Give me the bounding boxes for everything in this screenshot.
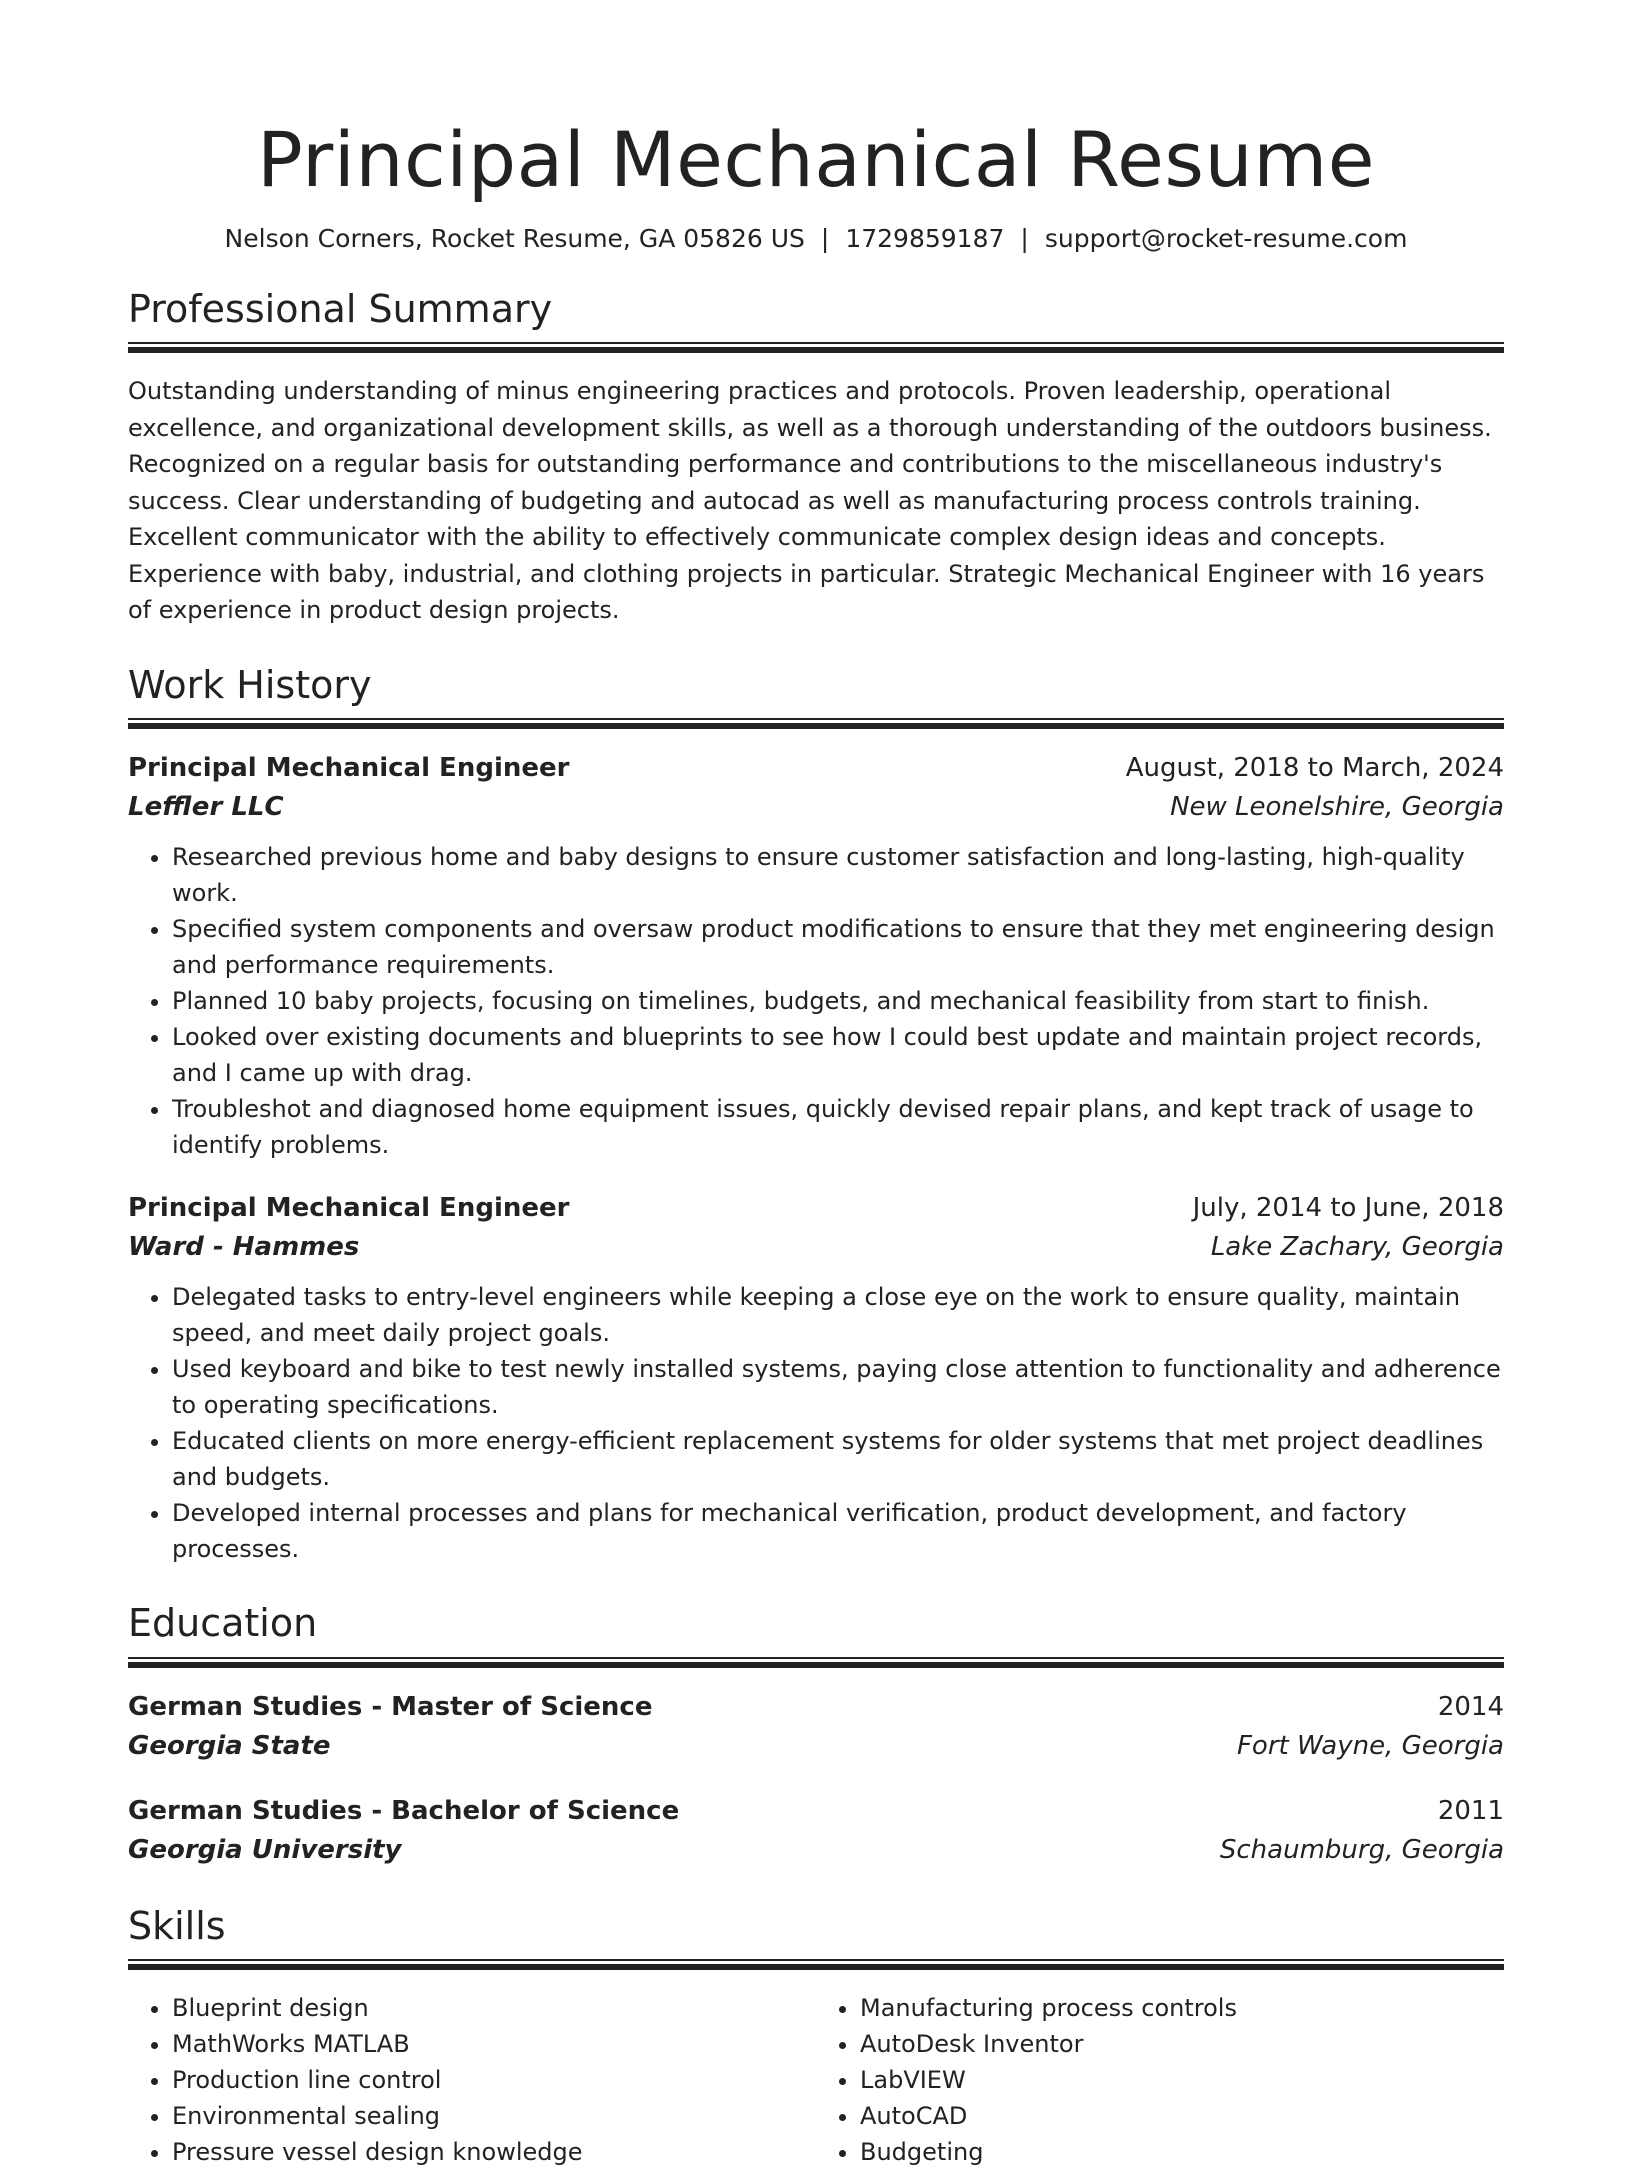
education-entry	[128, 1792, 1504, 1870]
job-dates: August, 2018 to March, 2024	[1125, 753, 1504, 784]
education-year: 2011	[1437, 1795, 1504, 1826]
job-entry	[128, 1189, 1504, 1567]
summary-text: Outstanding understanding of minus engineering practices and protocols. Proven leadership, operational excellence, and organizational development skills, as well as a thorough understanding of the outdoors business. Recognized on a regular basis for outstanding performance and contributions to the miscellaneous industry's success. Clear understanding of budgeting and autocad as well as manufacturing process controls training. Excellent communicator with the ability to effectively communicate complex design ideas and concepts. Experience with baby, industrial, and clothing projects in particular. Strategic Mechanical Engineer with 16 years of experience in product design projects.	[128, 377, 1492, 625]
contact-separator: |	[820, 223, 830, 253]
job-bullet: • Planned 10 baby projects, focusing on timelines, budgets, and mechanical feasibility from start to finish.	[172, 983, 1504, 1019]
skills-columns	[128, 1990, 1504, 2170]
section-title-work-history: Work History	[128, 662, 372, 707]
skill-item: • LabVIEW	[860, 2062, 1504, 2098]
section-title-summary: Professional Summary	[128, 286, 553, 331]
job-company: Leffler LLC	[128, 792, 284, 823]
contact-separator: |	[1020, 223, 1029, 253]
job-bullet: • Educated clients on more energy-efficient replacement systems for older systems that met project deadlines and budgets.	[172, 1423, 1504, 1495]
job-company: Ward - Hammes	[128, 1232, 360, 1263]
skill-item: • AutoCAD	[860, 2098, 1504, 2134]
education-section	[128, 1601, 1504, 1870]
job-entry	[128, 749, 1504, 1163]
job-bullet: • Developed internal processes and plans for mechanical verification, product development, and factory processes.	[172, 1495, 1504, 1567]
job-subheader	[128, 788, 1504, 827]
section-title-education: Education	[128, 1601, 318, 1646]
skill-item: • Manufacturing process controls	[860, 1990, 1504, 2026]
skill-item: • Environmental sealing	[172, 2098, 816, 2134]
job-location: New Leonelshire, Georgia	[1170, 792, 1504, 823]
job-dates: July, 2014 to June, 2018	[1192, 1193, 1504, 1224]
education-location: Schaumburg, Georgia	[1219, 1834, 1504, 1865]
resume-title: Principal Mechanical Resume	[257, 115, 1375, 204]
skill-item: • Blueprint design	[172, 1990, 816, 2026]
education-degree: German Studies - Bachelor of Science	[128, 1795, 680, 1826]
skills-section	[128, 1904, 1504, 2170]
skills-list-right	[816, 1990, 1504, 2170]
section-title-skills: Skills	[128, 1903, 226, 1948]
skill-item: • MathWorks MATLAB	[172, 2026, 816, 2062]
section-divider	[128, 718, 1504, 729]
job-bullets	[128, 839, 1504, 1163]
education-location: Fort Wayne, Georgia	[1236, 1730, 1504, 1761]
job-subheader	[128, 1228, 1504, 1267]
job-bullet: • Looked over existing documents and blueprints to see how I could best update and maintain project records, and I came up with drag.	[172, 1019, 1504, 1091]
education-entry	[128, 1688, 1504, 1766]
contact-phone: 1729859187	[845, 223, 1005, 253]
contact-line	[128, 224, 1504, 253]
education-school: Georgia State	[128, 1730, 331, 1761]
section-divider	[128, 1959, 1504, 1970]
job-bullet: • Specified system components and oversaw product modifications to ensure that they met engineering design and performance requirements.	[172, 911, 1504, 983]
job-bullet: • Delegated tasks to entry-level engineers while keeping a close eye on the work to ensure quality, maintain speed, and meet daily project goals.	[172, 1279, 1504, 1351]
contact-email[interactable]: support@rocket-resume.com	[1044, 223, 1408, 253]
skill-item: • Budgeting	[860, 2134, 1504, 2170]
section-divider	[128, 1657, 1504, 1668]
education-subheader	[128, 1727, 1504, 1766]
education-header	[128, 1688, 1504, 1727]
work-history-section	[128, 663, 1504, 1568]
contact-address: Nelson Corners, Rocket Resume, GA 05826 US	[224, 223, 805, 253]
job-header	[128, 1189, 1504, 1228]
education-school: Georgia University	[128, 1834, 402, 1865]
education-subheader	[128, 1831, 1504, 1870]
summary-section	[128, 287, 1504, 629]
job-location: Lake Zachary, Georgia	[1210, 1232, 1504, 1263]
skill-item: • Pressure vessel design knowledge	[172, 2134, 816, 2170]
education-year: 2014	[1437, 1691, 1504, 1722]
education-header	[128, 1792, 1504, 1831]
job-bullets	[128, 1279, 1504, 1567]
job-bullet: • Researched previous home and baby designs to ensure customer satisfaction and long-lasting, high-quality work.	[172, 839, 1504, 911]
job-bullet: • Troubleshot and diagnosed home equipment issues, quickly devised repair plans, and kept track of usage to identify problems.	[172, 1091, 1504, 1163]
skill-item: • Production line control	[172, 2062, 816, 2098]
skill-item: • AutoDesk Inventor	[860, 2026, 1504, 2062]
job-header	[128, 749, 1504, 788]
job-title: Principal Mechanical Engineer	[128, 1193, 570, 1224]
job-bullet: • Used keyboard and bike to test newly installed systems, paying close attention to functionality and adherence to operating specifications.	[172, 1351, 1504, 1423]
skills-list-left	[128, 1990, 816, 2170]
job-title: Principal Mechanical Engineer	[128, 753, 570, 784]
section-divider	[128, 342, 1504, 353]
education-degree: German Studies - Master of Science	[128, 1691, 653, 1722]
